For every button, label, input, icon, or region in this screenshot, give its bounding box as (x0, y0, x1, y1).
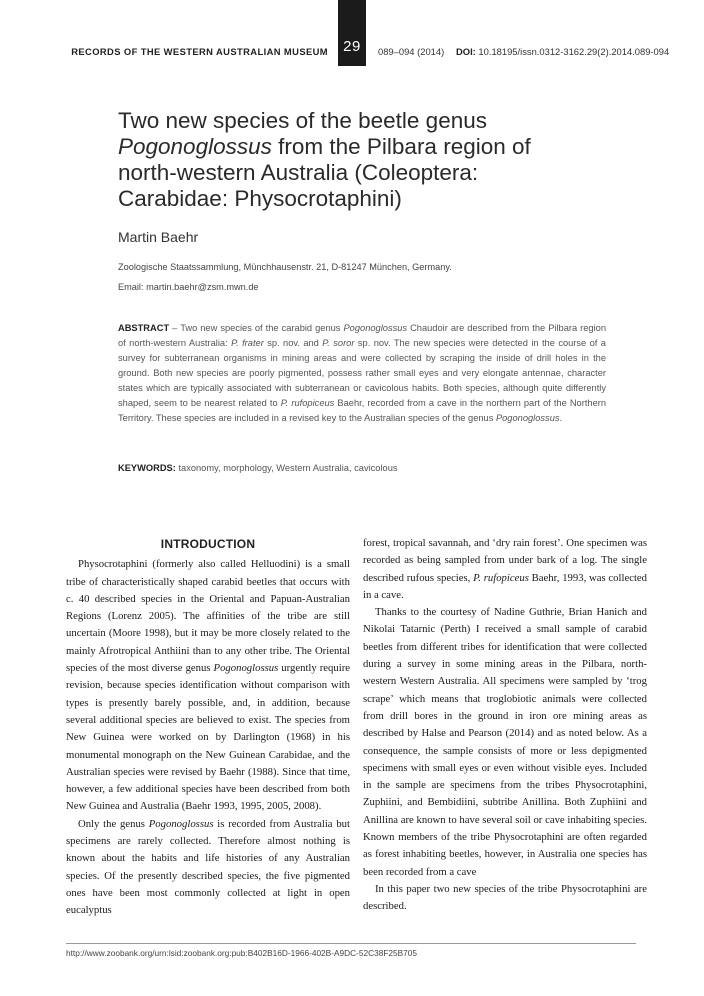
keywords (118, 463, 606, 473)
page-range: 089–094 (2014) (378, 46, 445, 57)
doi (456, 46, 669, 57)
paragraph: Only the genus Pogonoglossus is recorded from Australia but specimens are rarely collected. Therefore almost nothing is known about the habits and life histories of any Australian species. Of the presently described species, the five pigmented ones have been most commonly collected at light in open eucalyptus (66, 817, 350, 917)
author-email[interactable]: Email: martin.baehr@zsm.mwn.de (118, 282, 259, 292)
abstract: ABSTRACT – Two new species of the carabid genus Pogonoglossus Chaudoir are described from the Pilbara region of north-western Australia: P. frater sp. nov. and P. soror sp. nov. The new species were detected in the course of a survey for subterranean organisms in mining areas and were collected by scraping the inside of drill holes in the ground. Both new species are poorly pigmented, possess rather small eyes and very elongate antennae, character states which are typically associated with subterranean or cavicolous habits. Both species, although quite differently shaped, seem to be nearest related to P. rufopiceus Baehr, recorded from a cave in the northern part of the Northern Territory. These species are included in a revised key to the Australian species of the genus Pogonoglossus. (118, 323, 607, 423)
journal-name: RECORDS OF THE WESTERN AUSTRALIAN MUSEUM (71, 46, 328, 57)
body-column-right (363, 535, 647, 916)
zoobank-link[interactable]: http://www.zoobank.org/urn:lsid:zoobank.org:pub:B402B16D-1966-402B-A9DC-52C38F25B705 (66, 948, 417, 958)
paragraph: forest, tropical savannah, and ‘dry rain forest’. One specimen was recorded as being sampled from under bark of a log. The single described rufous species, P. rufopiceus Baehr, 1993, was collected in a cave. (363, 537, 647, 601)
doi-value[interactable]: 10.18195/issn.0312-3162.29(2).2014.089-094 (478, 46, 670, 57)
title-genus: Pogonoglossus (118, 134, 272, 159)
keywords-text: taxonomy, morphology, Western Australia, cavicolous (175, 463, 398, 473)
paragraph: Thanks to the courtesy of Nadine Guthrie, Brian Hanich and Nikolai Tatarnic (Perth) I received a small sample of carabid beetles from different tribes for identification that were collected during a survey in some mining areas in the Pilbara, north-western Western Australia. All specimens were sampled by ‘trog scrape’ which means that troglobiotic animals were collected from drill bores in the ground in iron ore mining areas as described by Halse and Pearson (2014) and as noted below. As a consequence, the sample consists of more or less depigmented specimens with small eyes or even without visible eyes. Included in the sample are specimens from the tribes Physocrotaphini, Zuphiini, and Bembidiini, subtribe Anillina. Both Zuphiini and Anillina are known to have several soil or cave inhabiting species. Known members of the tribe Physocrotaphini are often regarded as forest inhabiting beetles, however, in Australia one species has been recorded from a cave (363, 606, 647, 878)
paragraph: Physocrotaphini (formerly also called Helluodini) is a small tribe of characteristically shaped carabid beetles that occurs with c. 40 described species in the Oriental and Papuan-Australian Regions (Lorenz 2005). The affinities of the tribe are still uncertain (Moore 1998), but it may be more closely related to the mainly Afrotropical Anthiini than to any other tribe. The Oriental species of the most diverse genus Pogonoglossus urgently require revision, because species identification without comparison with types is presently barely possible, and, in addition, because several additional species are believed to exist. The species from New Guinea were worked on by Darlington (1968) in his monumental monograph on the New Guinean Carabidae, and the Australian species were revised by Baehr (1988). Since that time, however, a few additional species have been described from both New Guinea and Australia (Baehr 1993, 1995, 2005, 2008). (66, 558, 351, 813)
doi-label: DOI: (456, 46, 476, 57)
abstract-label: ABSTRACT (118, 323, 170, 333)
author-affiliation: Zoologische Staatssammlung, Münchhausenstr. 21, D-81247 München, Germany. (118, 262, 452, 272)
body-column-left (66, 532, 350, 920)
article-title: Two new species of the beetle genus Pogonoglossus from the Pilbara region of north-western Australia (Coleoptera: Carabidae: Physocrotaphini) (118, 108, 531, 211)
section-heading-introduction: INTRODUCTION (160, 537, 256, 551)
page-number-tab (338, 0, 366, 66)
author-name: Martin Baehr (118, 229, 199, 245)
page-number: 29 (343, 38, 361, 55)
keywords-label: KEYWORDS: (118, 463, 176, 473)
footer-divider (66, 943, 636, 944)
paragraph: In this paper two new species of the tribe Physocrotaphini are described. (363, 882, 647, 913)
